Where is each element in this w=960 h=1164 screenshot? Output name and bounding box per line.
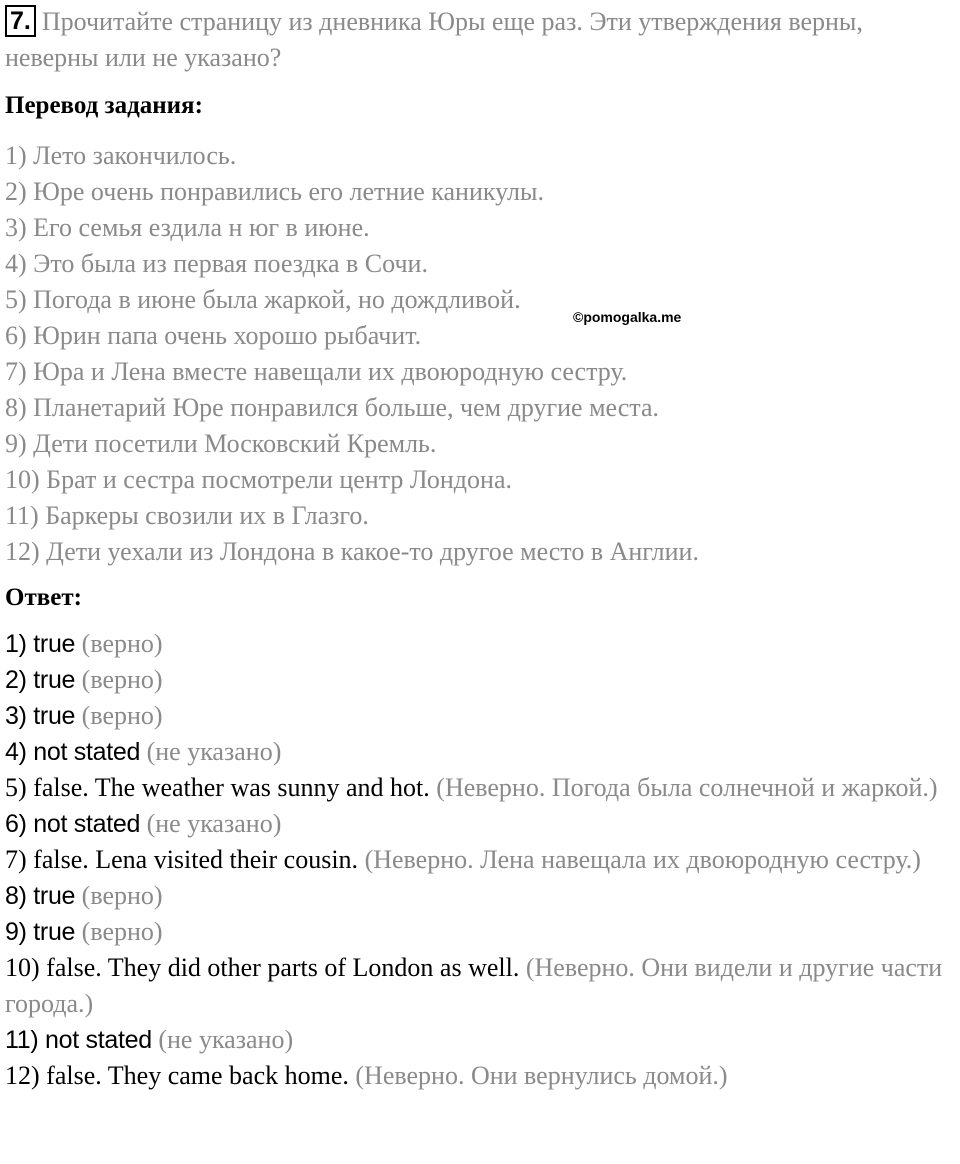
answer-russian: (верно) bbox=[81, 881, 163, 910]
answer-english: 8) true bbox=[5, 882, 76, 910]
answer-english: 10) false. They did other parts of London as well. bbox=[5, 953, 520, 982]
translation-list bbox=[5, 138, 699, 570]
answer-english: 1) true bbox=[5, 630, 76, 658]
answer-russian: (верно) bbox=[81, 701, 163, 730]
answer-item bbox=[5, 662, 955, 698]
answer-english: 7) false. Lena visited their cousin. bbox=[5, 845, 359, 874]
answer-item bbox=[5, 842, 955, 878]
translation-item: 10) Брат и сестра посмотрели центр Лондона. bbox=[5, 465, 512, 494]
answer-russian: (верно) bbox=[81, 665, 163, 694]
answer-english: 5) false. The weather was sunny and hot. bbox=[5, 773, 430, 802]
answer-english: 4) not stated bbox=[5, 738, 141, 766]
translation-item: 12) Дети уехали из Лондона в какое-то другое место в Англии. bbox=[5, 537, 699, 566]
translation-heading: Перевод задания: bbox=[5, 92, 203, 119]
answer-item bbox=[5, 878, 955, 914]
translation-item: 6) Юрин папа очень хорошо рыбачит. bbox=[5, 321, 422, 350]
translation-item: 11) Баркеры свозили их в Глазго. bbox=[5, 501, 369, 530]
translation-item: 7) Юра и Лена вместе навещали их двоюродную сестру. bbox=[5, 357, 628, 386]
answer-russian: (верно) bbox=[81, 629, 163, 658]
answer-russian: (Неверно. Они вернулись домой.) bbox=[355, 1061, 728, 1090]
answer-russian: (Неверно. Погода была солнечной и жаркой.) bbox=[436, 773, 938, 802]
answer-russian: (не указано) bbox=[158, 1025, 294, 1054]
watermark-text: ©pomogalka.me bbox=[573, 309, 682, 325]
answer-english: 9) true bbox=[5, 918, 76, 946]
translation-item: 4) Это была из первая поездка в Сочи. bbox=[5, 249, 428, 278]
answer-item bbox=[5, 914, 955, 950]
translation-item: 9) Дети посетили Московский Кремль. bbox=[5, 429, 437, 458]
answer-item bbox=[5, 770, 955, 806]
task-header bbox=[5, 4, 955, 76]
answer-english: 11) not stated bbox=[5, 1026, 152, 1054]
answer-item bbox=[5, 1022, 955, 1058]
task-text: Прочитайте страницу из дневника Юры еще раз. Эти утверждения верны, неверны или не указано? bbox=[5, 7, 863, 72]
answer-english: 2) true bbox=[5, 666, 76, 694]
answer-item bbox=[5, 734, 955, 770]
translation-item: 1) Лето закончилось. bbox=[5, 141, 237, 170]
answer-english: 6) not stated bbox=[5, 810, 141, 838]
answer-russian: (не указано) bbox=[146, 809, 282, 838]
answer-russian: (не указано) bbox=[146, 737, 282, 766]
answer-item bbox=[5, 806, 955, 842]
answer-item bbox=[5, 1058, 955, 1094]
answer-russian: (Неверно. Лена навещала их двоюродную сестру.) bbox=[364, 845, 921, 874]
answer-heading: Ответ: bbox=[5, 584, 82, 611]
task-number: 7. bbox=[5, 5, 36, 37]
answer-list bbox=[5, 626, 955, 1094]
answer-russian: (Неверно. Они видели и другие части города.) bbox=[5, 953, 943, 1018]
answer-english: 3) true bbox=[5, 702, 76, 730]
translation-item: 3) Его семья ездила н юг в июне. bbox=[5, 213, 370, 242]
answer-english: 12) false. They came back home. bbox=[5, 1061, 349, 1090]
answer-item bbox=[5, 698, 955, 734]
answer-item bbox=[5, 950, 955, 1022]
translation-item: 5) Погода в июне была жаркой, но дождливой. bbox=[5, 285, 521, 314]
translation-item: 2) Юре очень понравились его летние каникулы. bbox=[5, 177, 544, 206]
answer-item bbox=[5, 626, 955, 662]
answer-russian: (верно) bbox=[81, 917, 163, 946]
translation-item: 8) Планетарий Юре понравился больше, чем другие места. bbox=[5, 393, 659, 422]
